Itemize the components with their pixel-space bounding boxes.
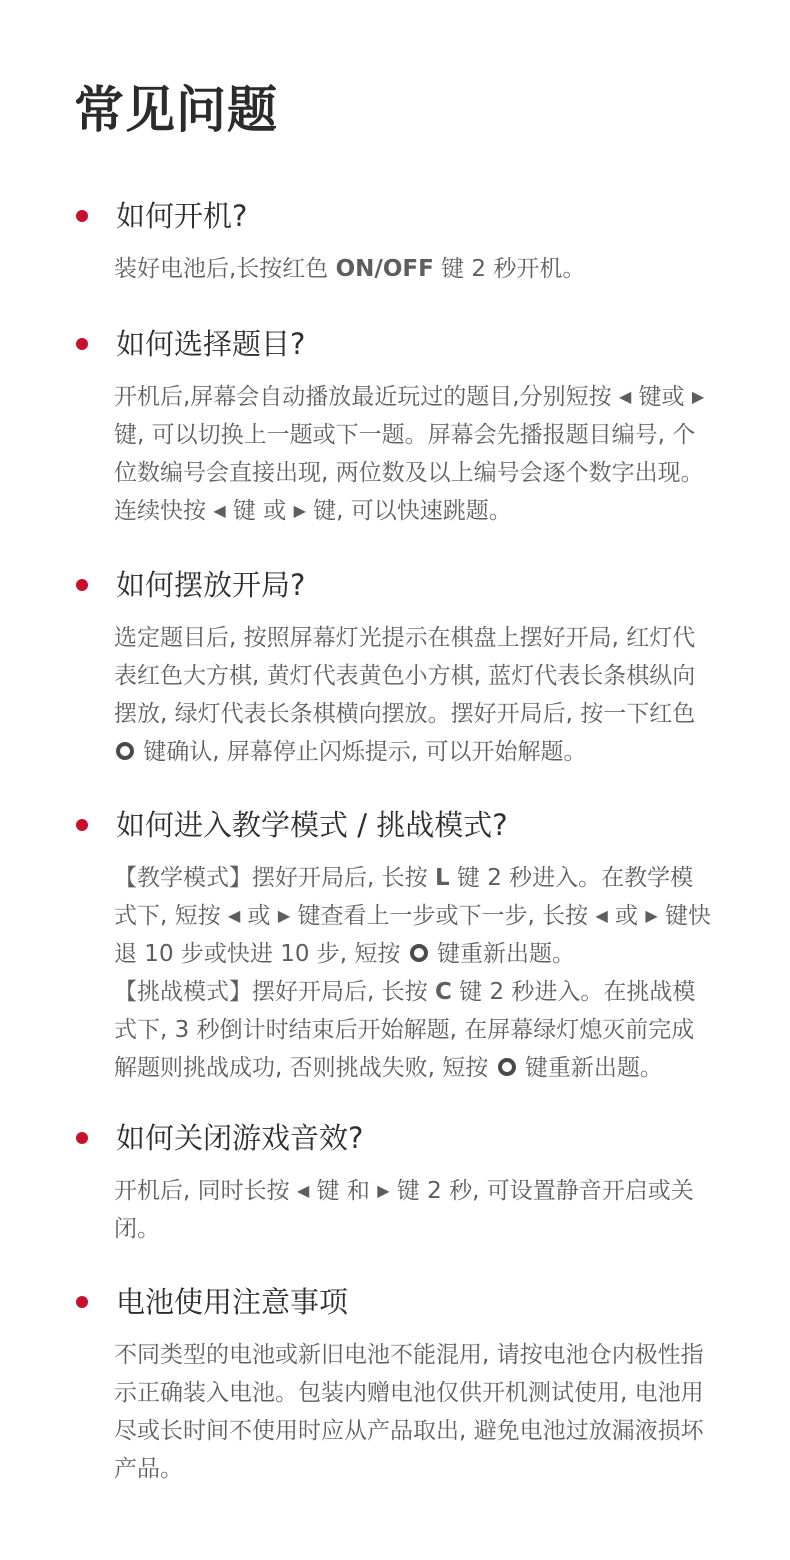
answer-text: 开机后, 同时长按 ◀ 键 和 ▶ 键 2 秒, 可设置静音开启或关闭。	[114, 1178, 694, 1242]
question-text: 如何开机?	[116, 199, 248, 233]
answer-text: 装好电池后,长按红色 ON/OFF 键 2 秒开机。	[114, 256, 586, 282]
question-text: 如何选择题目?	[116, 327, 306, 361]
answer-text	[114, 859, 716, 1087]
page-title: 常见问题	[74, 81, 278, 139]
faq-question	[74, 1282, 734, 1322]
faq-item-mute	[74, 1118, 734, 1248]
faq-question	[74, 1118, 734, 1158]
ring-icon	[116, 742, 134, 760]
right-triangle-icon: ▶	[645, 906, 658, 925]
left-triangle-icon: ◀	[595, 906, 608, 925]
ring-icon	[410, 944, 428, 962]
key-label: C	[434, 979, 452, 1005]
faq-question	[74, 324, 734, 364]
faq-item-power-on	[74, 196, 734, 288]
left-triangle-icon: ◀	[618, 387, 632, 406]
answer-paragraph: 【教学模式】摆好开局后, 长按 L 键 2 秒进入。在教学模式下, 短按 ◀ 或 ▶ 键查看上一步或下一步, 长按 ◀ 或 ▶ 键快退 10 步或快进 10 步, 短按 键重新出题。	[114, 865, 711, 967]
key-label: L	[434, 865, 450, 891]
faq-question	[74, 805, 734, 845]
answer-paragraph: 【挑战模式】摆好开局后, 长按 C 键 2 秒进入。在挑战模式下, 3 秒倒计时结束后开始解题, 在屏幕绿灯熄灭前完成解题则挑战成功, 否则挑战失败, 短按 键重新出题。	[114, 979, 696, 1081]
bullet-dot-icon	[76, 1296, 88, 1308]
left-triangle-icon: ◀	[296, 1181, 310, 1200]
bullet-dot-icon	[76, 1132, 88, 1144]
bullet-dot-icon	[76, 819, 88, 831]
right-triangle-icon: ▶	[377, 1181, 390, 1200]
faq-item-setup-board	[74, 565, 734, 771]
question-text: 电池使用注意事项	[116, 1285, 349, 1319]
question-text: 如何关闭游戏音效?	[116, 1121, 364, 1155]
key-label: ON/OFF	[335, 256, 434, 282]
bullet-dot-icon	[76, 579, 88, 591]
question-text: 如何摆放开局?	[116, 568, 306, 602]
faq-question	[74, 565, 734, 605]
faq-item-battery	[74, 1282, 734, 1488]
left-triangle-icon: ◀	[227, 906, 241, 925]
right-triangle-icon: ▶	[293, 501, 306, 520]
left-triangle-icon: ◀	[213, 501, 226, 520]
faq-item-modes	[74, 805, 734, 1087]
question-text: 如何进入教学模式 / 挑战模式?	[116, 808, 508, 842]
faq-item-select-puzzle	[74, 324, 734, 530]
answer-text: 选定题目后, 按照屏幕灯光提示在棋盘上摆好开局, 红灯代表红色大方棋, 黄灯代表黄色小方棋, 蓝灯代表长条棋纵向摆放, 绿灯代表长条棋横向摆放。摆好开局后, 按一下红色 键确认, 屏幕停止闪烁提示, 可以开始解题。	[114, 625, 696, 765]
answer-text: 开机后,屏幕会自动播放最近玩过的题目,分别短按 ◀ 键或 ▶ 键, 可以切换上一题或下一题。屏幕会先播报题目编号, 个位数编号会直接出现, 两位数及以上编号会逐个数字出现。连续快按 ◀ 键 或 ▶ 键, 可以快速跳题。	[114, 384, 705, 524]
bullet-dot-icon	[76, 210, 88, 222]
right-triangle-icon: ▶	[691, 387, 705, 406]
right-triangle-icon: ▶	[277, 906, 291, 925]
ring-icon	[498, 1058, 516, 1076]
bullet-dot-icon	[76, 338, 88, 350]
faq-question	[74, 196, 734, 236]
answer-text: 不同类型的电池或新旧电池不能混用, 请按电池仓内极性指示正确装入电池。包装内赠电池仅供开机测试使用, 电池用尽或长时间不使用时应从产品取出, 避免电池过放漏液损坏产品。	[114, 1342, 704, 1482]
